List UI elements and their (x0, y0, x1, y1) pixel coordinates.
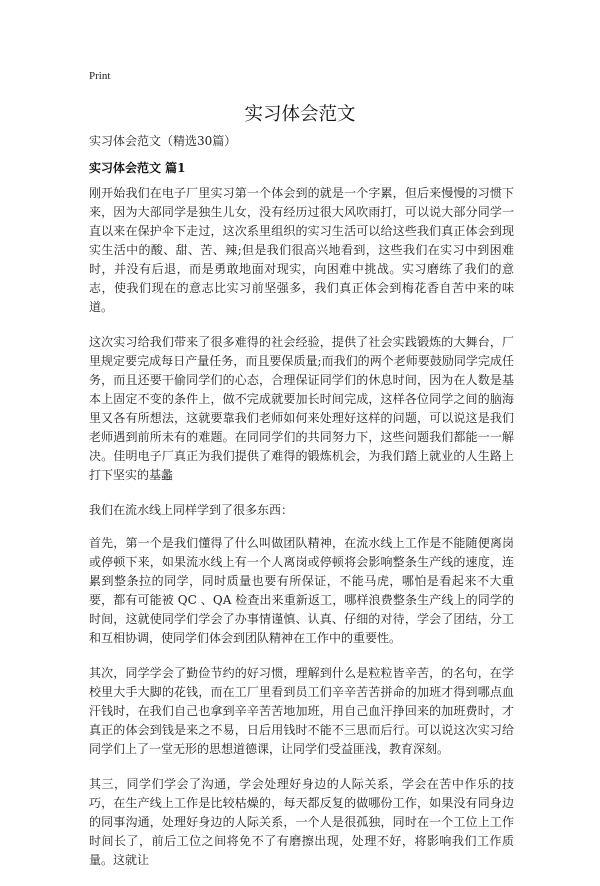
document-subtitle: 实习体会范文（精选30篇） (89, 134, 237, 148)
paragraph-5: 其次，同学学会了勤俭节约的好习惯，理解到什么是粒粒皆辛苦，的名句，在学校里大手大脚的花钱，而在工厂里看到员工们辛辛苦苦拼命的加班才得到哪点血汗钱时，在我们自己也拿到辛辛苦苦地加班，用自己血汗挣回来的加班费时，才真正的体会到钱是来之不易，日后用钱时不能不三思而后行。可以说这次实习给同学们上了一堂无形的思想道德课，让同学们受益匪浅，教育深刻。 (89, 666, 514, 756)
paragraph-4: 首先，第一个是我们懂得了什么叫做团队精神，在流水线上工作是不能随便离岗或停顿下来，如果流水线上有一个人离岗或停顿将会影响整条生产线的速度，连累到整条拉的同学，同时质量也要有所保证，不能马虎，哪怕是看起来不大重要，都有可能被 QC 、QA 检查出来重新返工，哪样浪费整条生产线上的同学的时间，这就使同学们学会了办事情谨慎、认真、仔细的对待，学会了团结，分工和互相协调，使同学们体会到团队精神在工作中的重要性。 (89, 536, 514, 645)
page-title: 实习体会范文 (244, 104, 356, 125)
paragraph-6: 其三，同学们学会了沟通，学会处理好身边的人际关系，学会在苦中作乐的技巧，在生产线上工作是比较枯燥的，每天都反复的做哪份工作，如果没有同身边的同事沟通，处理好身边的人际关系，一个人是很孤独，同时在一个工位上工作时间长了，前后工位之间将免不了有磨擦出现，处理不好，将影响我们工作质量。这就让 (89, 777, 514, 867)
paragraph-1: 刚开始我们在电子厂里实习第一个体会到的就是一个字累，但后来慢慢的习惯下来，因为大部同学是独生儿女，没有经历过很大风吹雨打，可以说大部分同学一直以来在保护伞下走过，这次系里组织的实习生活可以给这些我们真正体会到现实生活中的酸、甜、苦、辣;但是我们很高兴地看到，这些我们在实习中到困难时，并没有后退，而是勇敢地面对现实，向困难中挑战。实习磨练了我们的意志，使我们现在的意志比实习前坚强多，我们真正体会到梅花香自苦中来的味道。 (89, 186, 514, 314)
paragraph-3: 我们在流水线上同样学到了很多东西： (89, 503, 294, 517)
section-heading: 实习体会范文 篇1 (89, 161, 186, 175)
paragraph-2: 这次实习给我们带来了很多难得的社会经验，提供了社会实践锻炼的大舞台，厂里规定要完成每日产量任务，而且要保质量;而我们的两个老师要鼓励同学完成任务，而且还要干偷同学们的心态，合理保证同学们的休息时间，因为在人数是基本上固定不变的条件上，做不完成就要加长时间完成，这样各位同学之间的脑海里又各有所想法，这就要靠我们老师如何来处理好这样的问题，可以说这是我们老师遇到前所未有的难题。在同同学们的共同努力下，这些问题我们都能一一解决。佳明电子厂真正为我们提供了难得的锻炼机会，为我们踏上就业的人生路上打下坚实的基蠡 (89, 335, 514, 482)
article-body (89, 184, 514, 886)
print-link[interactable]: Print (89, 70, 111, 82)
